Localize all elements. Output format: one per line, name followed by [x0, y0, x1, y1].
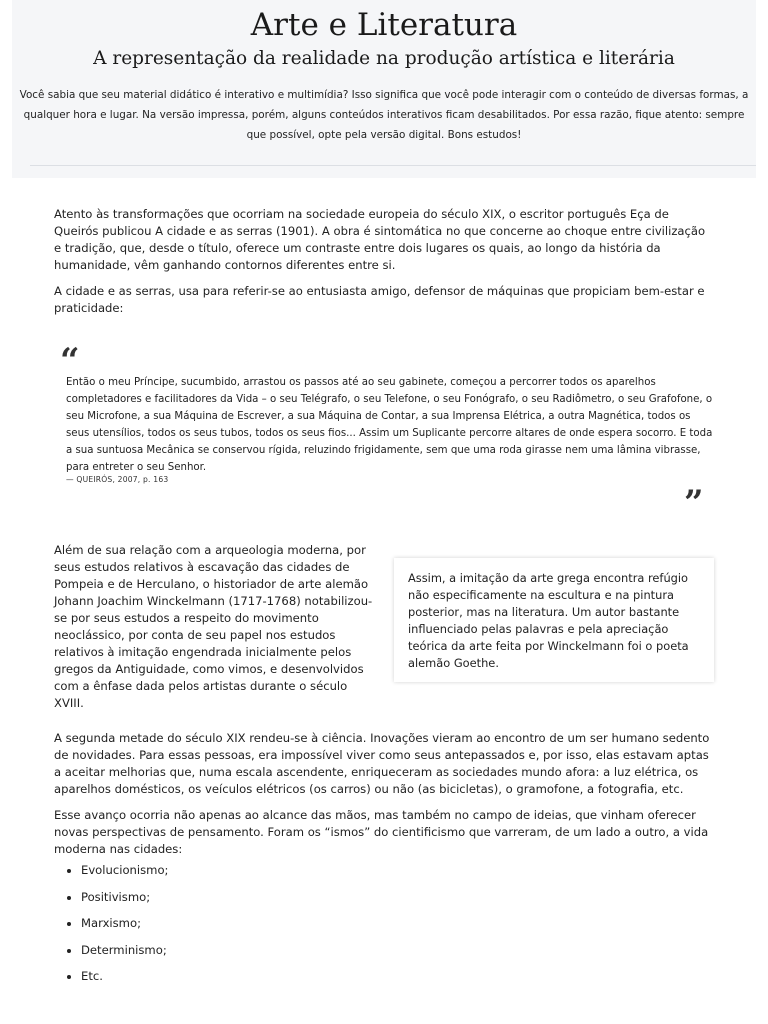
- intro-paragraph-2: A cidade e as serras, usa para referir-se ao entusiasta amigo, defensor de máquinas que propiciam bem-estar e praticidade:: [54, 284, 705, 315]
- digital-version-notice: Você sabia que seu material didático é interativo e multimídia? Isso significa que você pode interagir com o conteúdo de diversas formas, a qualquer hora e lugar. Na versão impressa, porém, alguns conteúdos interativos ficam desabilitados. Por essa razão, fique atento: sempre que possível, opte pela versão digital. Bons estudos!: [19, 89, 749, 141]
- blockquote: [54, 341, 714, 524]
- intro-paragraph-1: Atento às transformações que ocorriam na sociedade europeia do século XIX, o escritor português Eça de Queirós publicou A cidade e as serras (1901). A obra é sintomática no que concerne ao choque entre civilização e tradição, que, desde o título, oferece um contraste entre dois lugares os quais, ao longo da história da humanidade, vêm ganhando contornos diferentes entre si.: [54, 207, 706, 272]
- list-item: • Positivismo;: [81, 889, 168, 916]
- science-paragraph-2: Esse avanço ocorria não apenas ao alcance das mãos, mas também no campo de ideias, que vinham oferecer novas perspectivas de pensamento. Foram os “ismos” do cientificismo que varreram, de um lado a outro, a vida moderna nas cidades:: [54, 808, 709, 856]
- header-divider: [30, 165, 756, 166]
- isms-list: [54, 862, 168, 995]
- page-title: Arte e Literatura: [250, 7, 518, 43]
- list-item: • Etc.: [81, 968, 168, 995]
- list-item: • Marxismo;: [81, 915, 168, 942]
- highlight-box: Assim, a imitação da arte grega encontra refúgio não especificamente na escultura e na pintura posterior, mas na literatura. Um autor bastante influenciado pelas palavras e pela apreciação teórica da arte feita por Winckelmann foi o poeta alemão Goethe.: [394, 558, 714, 682]
- intro-section: [54, 206, 714, 317]
- list-item: • Determinismo;: [81, 942, 168, 969]
- close-quote-icon: ”: [684, 483, 704, 523]
- list-item: • Evolucionismo;: [81, 862, 168, 889]
- open-quote-icon: “: [60, 341, 80, 381]
- quote-citation: — QUEIRÓS, 2007, p. 163: [66, 475, 169, 484]
- science-paragraph-1: A segunda metade do século XIX rendeu-se à ciência. Inovações vieram ao encontro de um ser humano sedento de novidades. Para essas pessoas, era impossível viver como seus antepassados e, por isso, elas estavam aptas a aceitar melhorias que, numa escala ascendente, enriqueceram as sociedades mundo afora: a luz elétrica, os aparelhos domésticos, os veículos elétricos (os carros) ou não (as bicicletas), o gramofone, a fotografia, etc.: [54, 731, 710, 796]
- page-header: [12, 0, 756, 178]
- page-subtitle: A representação da realidade na produção artística e literária: [93, 48, 675, 69]
- quote-text: Então o meu Príncipe, sucumbido, arrastou os passos até ao seu gabinete, começou a percorrer todos os aparelhos completadores e facilitadores da Vida – o seu Telégrafo, o seu Telefone, o seu Fonógrafo, o seu Radiômetro, o seu Grafofone, o seu Microfone, a sua Máquina de Escrever, a sua Máquina de Contar, a sua Imprensa Elétrica, a outra Magnética, todos os seus utensílios, todos os seus tubos, todos os seus fios... Assim um Suplicante percorre altares de onde espera socorro. E toda a sua suntuosa Mecânica se conservou rígida, reluzindo frigidamente, sem que uma roda girasse nem uma lâmina vibrasse, para entreter o seu Senhor.: [66, 377, 713, 473]
- science-section: [54, 730, 714, 858]
- winckelmann-paragraph: Além de sua relação com a arqueologia moderna, por seus estudos relativos à escavação das cidades de Pompeia e de Herculano, o historiador de arte alemão Johann Joachim Winckelmann (1717-1768) notabilizou-se por seus estudos a respeito do movimento neoclássico, por conta de seu papel nos estudos relativos à imitação engendrada inicialmente pelos gregos da Antiguidade, como vimos, e desenvolvidos com a ênfase dada pelos artistas durante o século XVIII.: [54, 543, 373, 710]
